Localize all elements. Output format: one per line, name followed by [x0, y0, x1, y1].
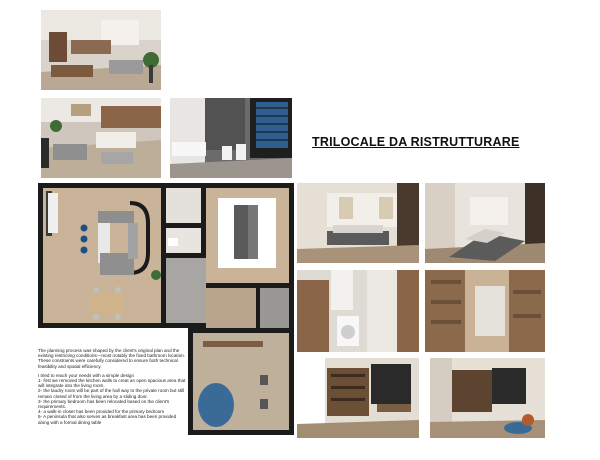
description-item: 1- first we removed the kitchen walls to creat an open spacious area that will integrate into the living room. — [38, 378, 186, 389]
description-list-intro: I tried to reach your needs with a simple design — [38, 372, 135, 378]
project-description — [38, 348, 188, 425]
living-kitchen-photo — [41, 98, 161, 178]
laundry-photo — [297, 270, 419, 352]
project-title: TRILOCALE DA RISTRUTTURARE — [312, 135, 520, 149]
description-intro: The planning process was shaped by the client's original plan and the existing restricting conditions—most notably the fixed bathroom location. These constraints were carefully considered to ensure both technical feasibility and spatial efficiency. — [38, 348, 186, 369]
description-item: 5- A peninsula that also serves as breakfast area has been provided along with a formal dining table — [38, 414, 177, 425]
walk-in-closet-photo — [425, 270, 545, 352]
bedroom-photo-1 — [297, 183, 419, 263]
description-item: 2- the laudry room will be part of the hall way to the private room but still remain closed of from the living area by a sliding door. — [38, 388, 185, 399]
study-photo-2 — [430, 358, 545, 438]
living-room-photo — [41, 10, 161, 90]
bathroom-photo — [170, 98, 292, 178]
description-item: 4- a walk-in closet has been provided for the primary bedroom — [38, 409, 165, 415]
description-item: 3- the primary bedroom has been relocated based on the client's requirements. — [38, 398, 170, 410]
study-photo-1 — [297, 358, 419, 438]
bedroom-photo-2 — [425, 183, 545, 263]
